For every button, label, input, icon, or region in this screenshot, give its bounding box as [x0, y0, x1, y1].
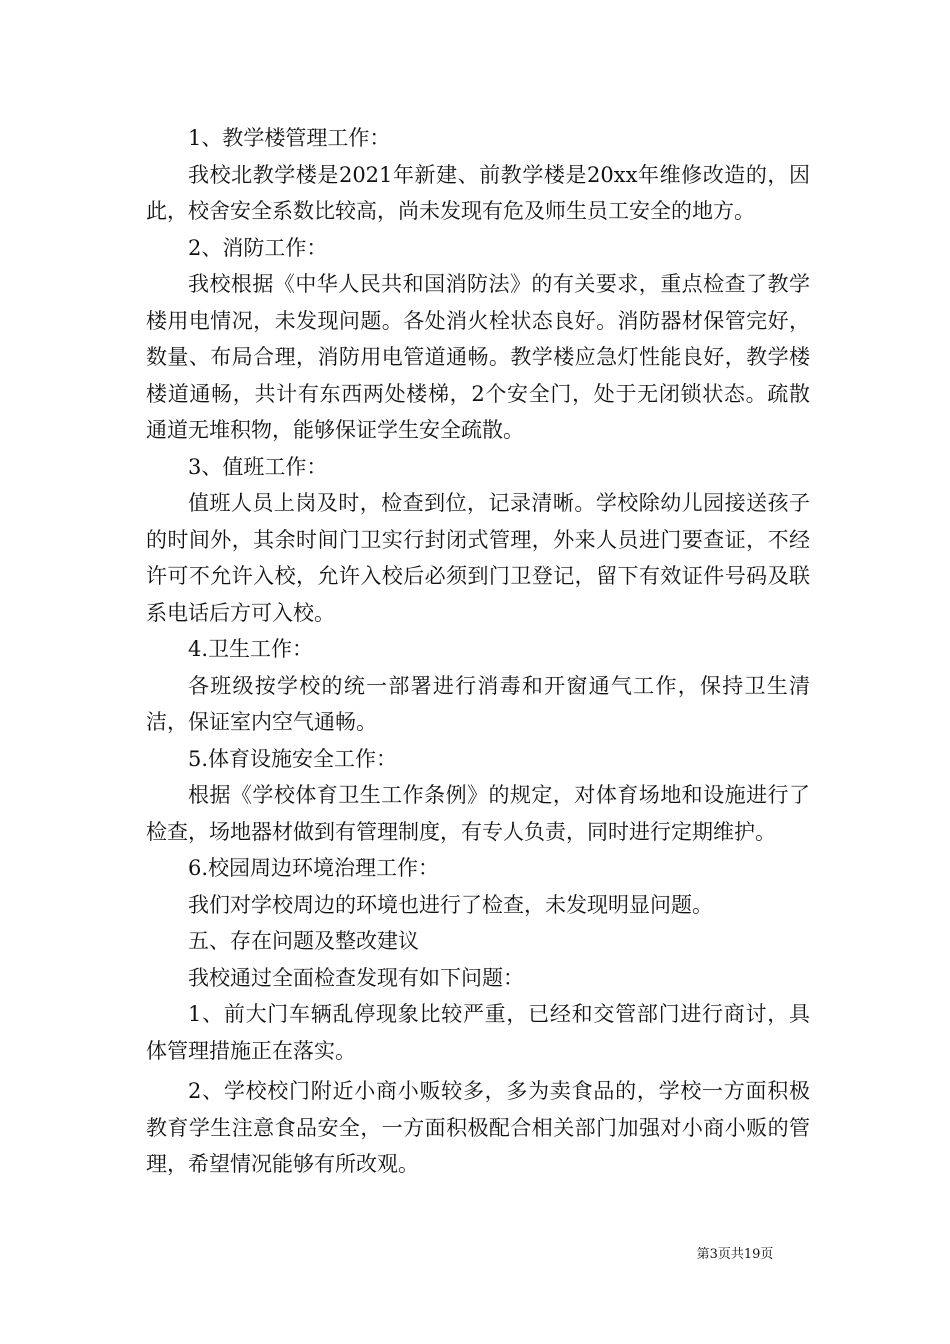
- section-heading: 五、存在问题及整改建议: [188, 929, 419, 953]
- body-paragraph: 根据《学校体育卫生工作条例》的规定，对体育场地和设施进行了检查，场地器材做到有管理制度，有专人负责，同时进行定期维护。: [146, 783, 810, 844]
- body-paragraph: 各班级按学校的统一部署进行消毒和开窗通气工作，保持卫生清洁，保证室内空气通畅。: [146, 673, 810, 734]
- body-paragraph: 我校通过全面检查发现有如下问题：: [188, 965, 524, 990]
- body-paragraph: 值班人员上岗及时，检查到位，记录清晰。学校除幼儿园接送孩子的时间外，其余时间门卫实行封闭式管理，外来人员进门要查证，不经许可不允许入校，允许入校后必须到门卫登记，留下有效证件号码及联系电话后方可入校。: [146, 491, 810, 625]
- section-heading: 6.校园周边环境治理工作：: [188, 856, 440, 880]
- section-heading: 2、消防工作：: [188, 235, 328, 260]
- page-footer: [0, 1246, 950, 1264]
- document-body: [146, 120, 810, 1183]
- body-paragraph: 我们对学校周边的环境也进行了检查，未发现明显问题。: [188, 892, 713, 917]
- section-heading: 3、值班工作：: [188, 454, 328, 479]
- list-item: 1、前大门车辆乱停现象比较严重，已经和交管部门进行商讨，具体管理措施正在落实。: [146, 1002, 810, 1063]
- section-heading: 4.卫生工作：: [188, 637, 314, 661]
- list-item: 2、学校校门附近小商小贩较多，多为卖食品的，学校一方面积极教育学生注意食品安全，一方面积极配合相关部门加强对小商小贩的管理，希望情况能够有所改观。: [146, 1079, 810, 1176]
- page-number: 第3页共19页: [696, 1247, 774, 1262]
- section-heading: 5.体育设施安全工作：: [188, 746, 398, 771]
- body-paragraph: 我校根据《中华人民共和国消防法》的有关要求，重点检查了教学楼用电情况，未发现问题。各处消火栓状态良好。消防器材保管完好，数量、布局合理，消防用电管道通畅。教学楼应急灯性能良好，教学楼楼道通畅，共计有东西两处楼梯，2个安全门，处于无闭锁状态。疏散通道无堆积物，能够保证学生安全疏散。: [146, 272, 810, 442]
- section-heading: 1、教学楼管理工作：: [188, 126, 391, 150]
- body-paragraph: 我校北教学楼是2021年新建、前教学楼是20xx年维修改造的，因此，校舍安全系数比较高，尚未发现有危及师生员工安全的地方。: [146, 162, 810, 223]
